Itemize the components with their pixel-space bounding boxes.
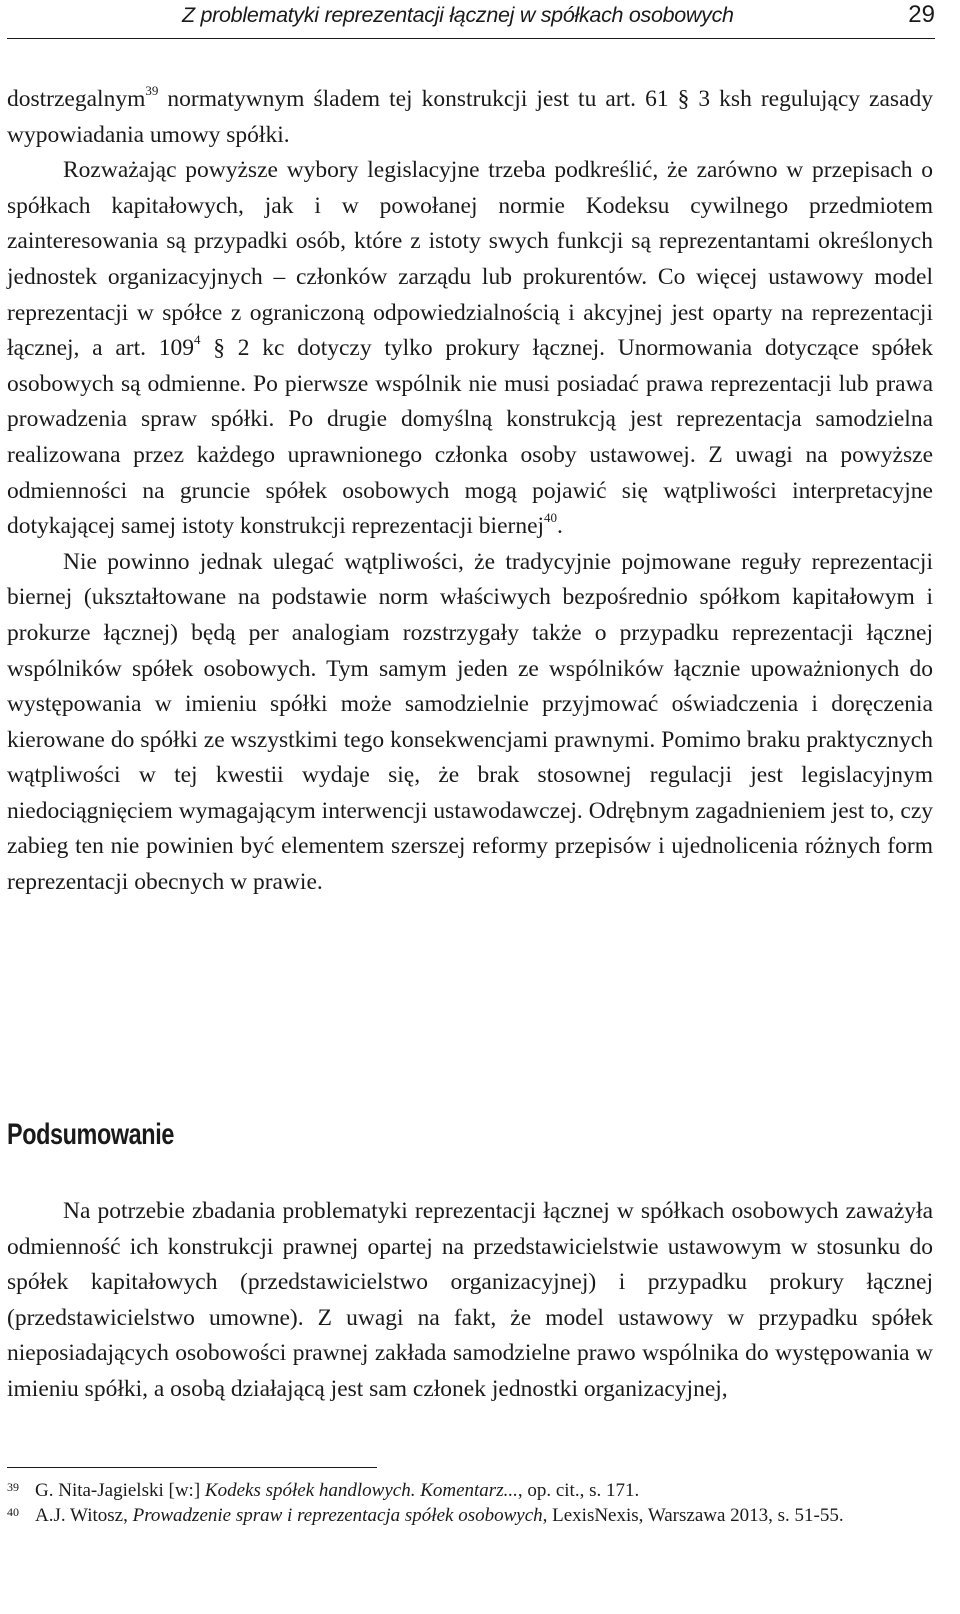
paragraph-continued [7,82,933,153]
footnote-number: 39 [7,1480,19,1494]
paragraph-text: . [557,513,563,540]
footnote-author: G. Nita-Jagielski [w:] [35,1480,205,1501]
footnote-divider [7,1467,377,1468]
paragraph-text: § 2 kc dotyczy tylko prokury łącznej. Unormowania dotyczące spółek osobowych są odmienne. Po pierwsze wspólnik nie musi posiadać prawa reprezentacji lub prawa prowadzenia spraw spółki. Po drugie domyślną konstrukcją jest reprezentacja samodzielna realizowana przez każdego uprawnionego członka osoby ustawowej. Z uwagi na powyższe odmienności na gruncie spółek osobowych mogą pojawić się wątpliwości interpretacyjne dotykającej samej istoty konstrukcji reprezentacji biernej [7,335,933,540]
footnote-text [35,1480,639,1501]
footnote-title: Kodeks spółek handlowych. Komentarz... [204,1480,518,1501]
section-heading: Podsumowanie [7,1118,174,1151]
footnote-39 [7,1479,933,1503]
paragraph-summary: Na potrzebie zbadania problematyki reprezentacji łącznej w spółkach osobowych zaważyła odmienność ich konstrukcji prawnej opartej na przedstawicielstwie ustawowym w stosunku do spółek kapitałowych (przedstawicielstwo organizacyjnej) i przypadku prokury łącznej (przedstawicielstwo umowne). Z uwagi na fakt, że model ustawowy w przypadku spółek nieposiadających osobowości prawnej zakłada samodzielne prawo wspólnika do występowania w imieniu spółki, a osobą działającą jest sam członek jednostki organizacyjnej, [7,1198,933,1402]
running-header [7,0,935,39]
paragraph-legislative-choices [7,153,933,545]
footnote-reference-39: 39 [145,83,159,98]
footnote-citation: , LexisNexis, Warszawa 2013, s. 51-55. [542,1505,844,1526]
paragraph-passive-representation: Nie powinno jednak ulegać wątpliwości, że tradycyjnie pojmowane reguły reprezentacji biernej (ukształtowane na podstawie norm właściwych bezpośrednio spółkom kapitałowym i prokurze łącznej) będą per analogiam rozstrzygały także o przypadku reprezentacji łącznej wspólników spółek osobowych. Tym samym jeden ze wspólników łącznie upoważnionych do występowania w imieniu spółki może samodzielnie przyjmować oświadczenia i doręczenia kierowane do spółki ze wszystkimi tego konsekwencjami prawnymi. Pomimo braku praktycznych wątpliwości w tej kwestii wydaje się, że brak stosownej regulacji jest legislacyjnym niedociągnięciem wymagającym interwencji ustawodawczej. Odrębnym zagadnieniem jest to, czy zabieg ten nie powinien być elementem szerszej reformy przepisów i ujednolicenia różnych form reprezentacji obecnych w prawie. [7,548,933,896]
footnote-text [35,1505,844,1526]
footnote-number: 40 [7,1505,19,1519]
paragraph-text: dostrzegalnym [7,86,146,112]
summary-body-text [7,1194,933,1408]
footnote-reference-40: 40 [544,510,558,526]
paragraph-text: Rozważając powyższe wybory legislacyjne trzeba podkreślić, że zarówno w przepisach o spółkach kapitałowych, jak i w powołanej normie Kodeksu cywilnego przedmiotem zainteresowania są przypadki osób, które z istoty swych funkcji są reprezentantami określonych jednostek organizacyjnych – członków zarządu lub prokurentów. Co więcej ustawowy model reprezentacji w spółce z ograniczoną odpowiedzialnością i akcyjnej jest oparty na reprezentacji łącznej, a art. 109 [7,157,933,362]
main-body-text [7,82,933,901]
running-title: Z problematyki reprezentacji łącznej w spółkach osobowych [182,3,734,27]
footnote-citation: , op. cit., s. 171. [517,1480,640,1501]
page-number: 29 [908,1,935,28]
footnotes [7,1479,933,1529]
paragraph-text: normatywnym śladem tej konstrukcji jest tu art. 61 § 3 ksh regulujący zasady wypowiadania umowy spółki. [7,86,933,148]
footnote-author: A.J. Witosz, [35,1505,133,1526]
footnote-40 [7,1504,933,1528]
footnote-title: Prowadzenie spraw i reprezentacja spółek osobowych [132,1505,543,1526]
superscript-article-number: 4 [194,332,201,348]
